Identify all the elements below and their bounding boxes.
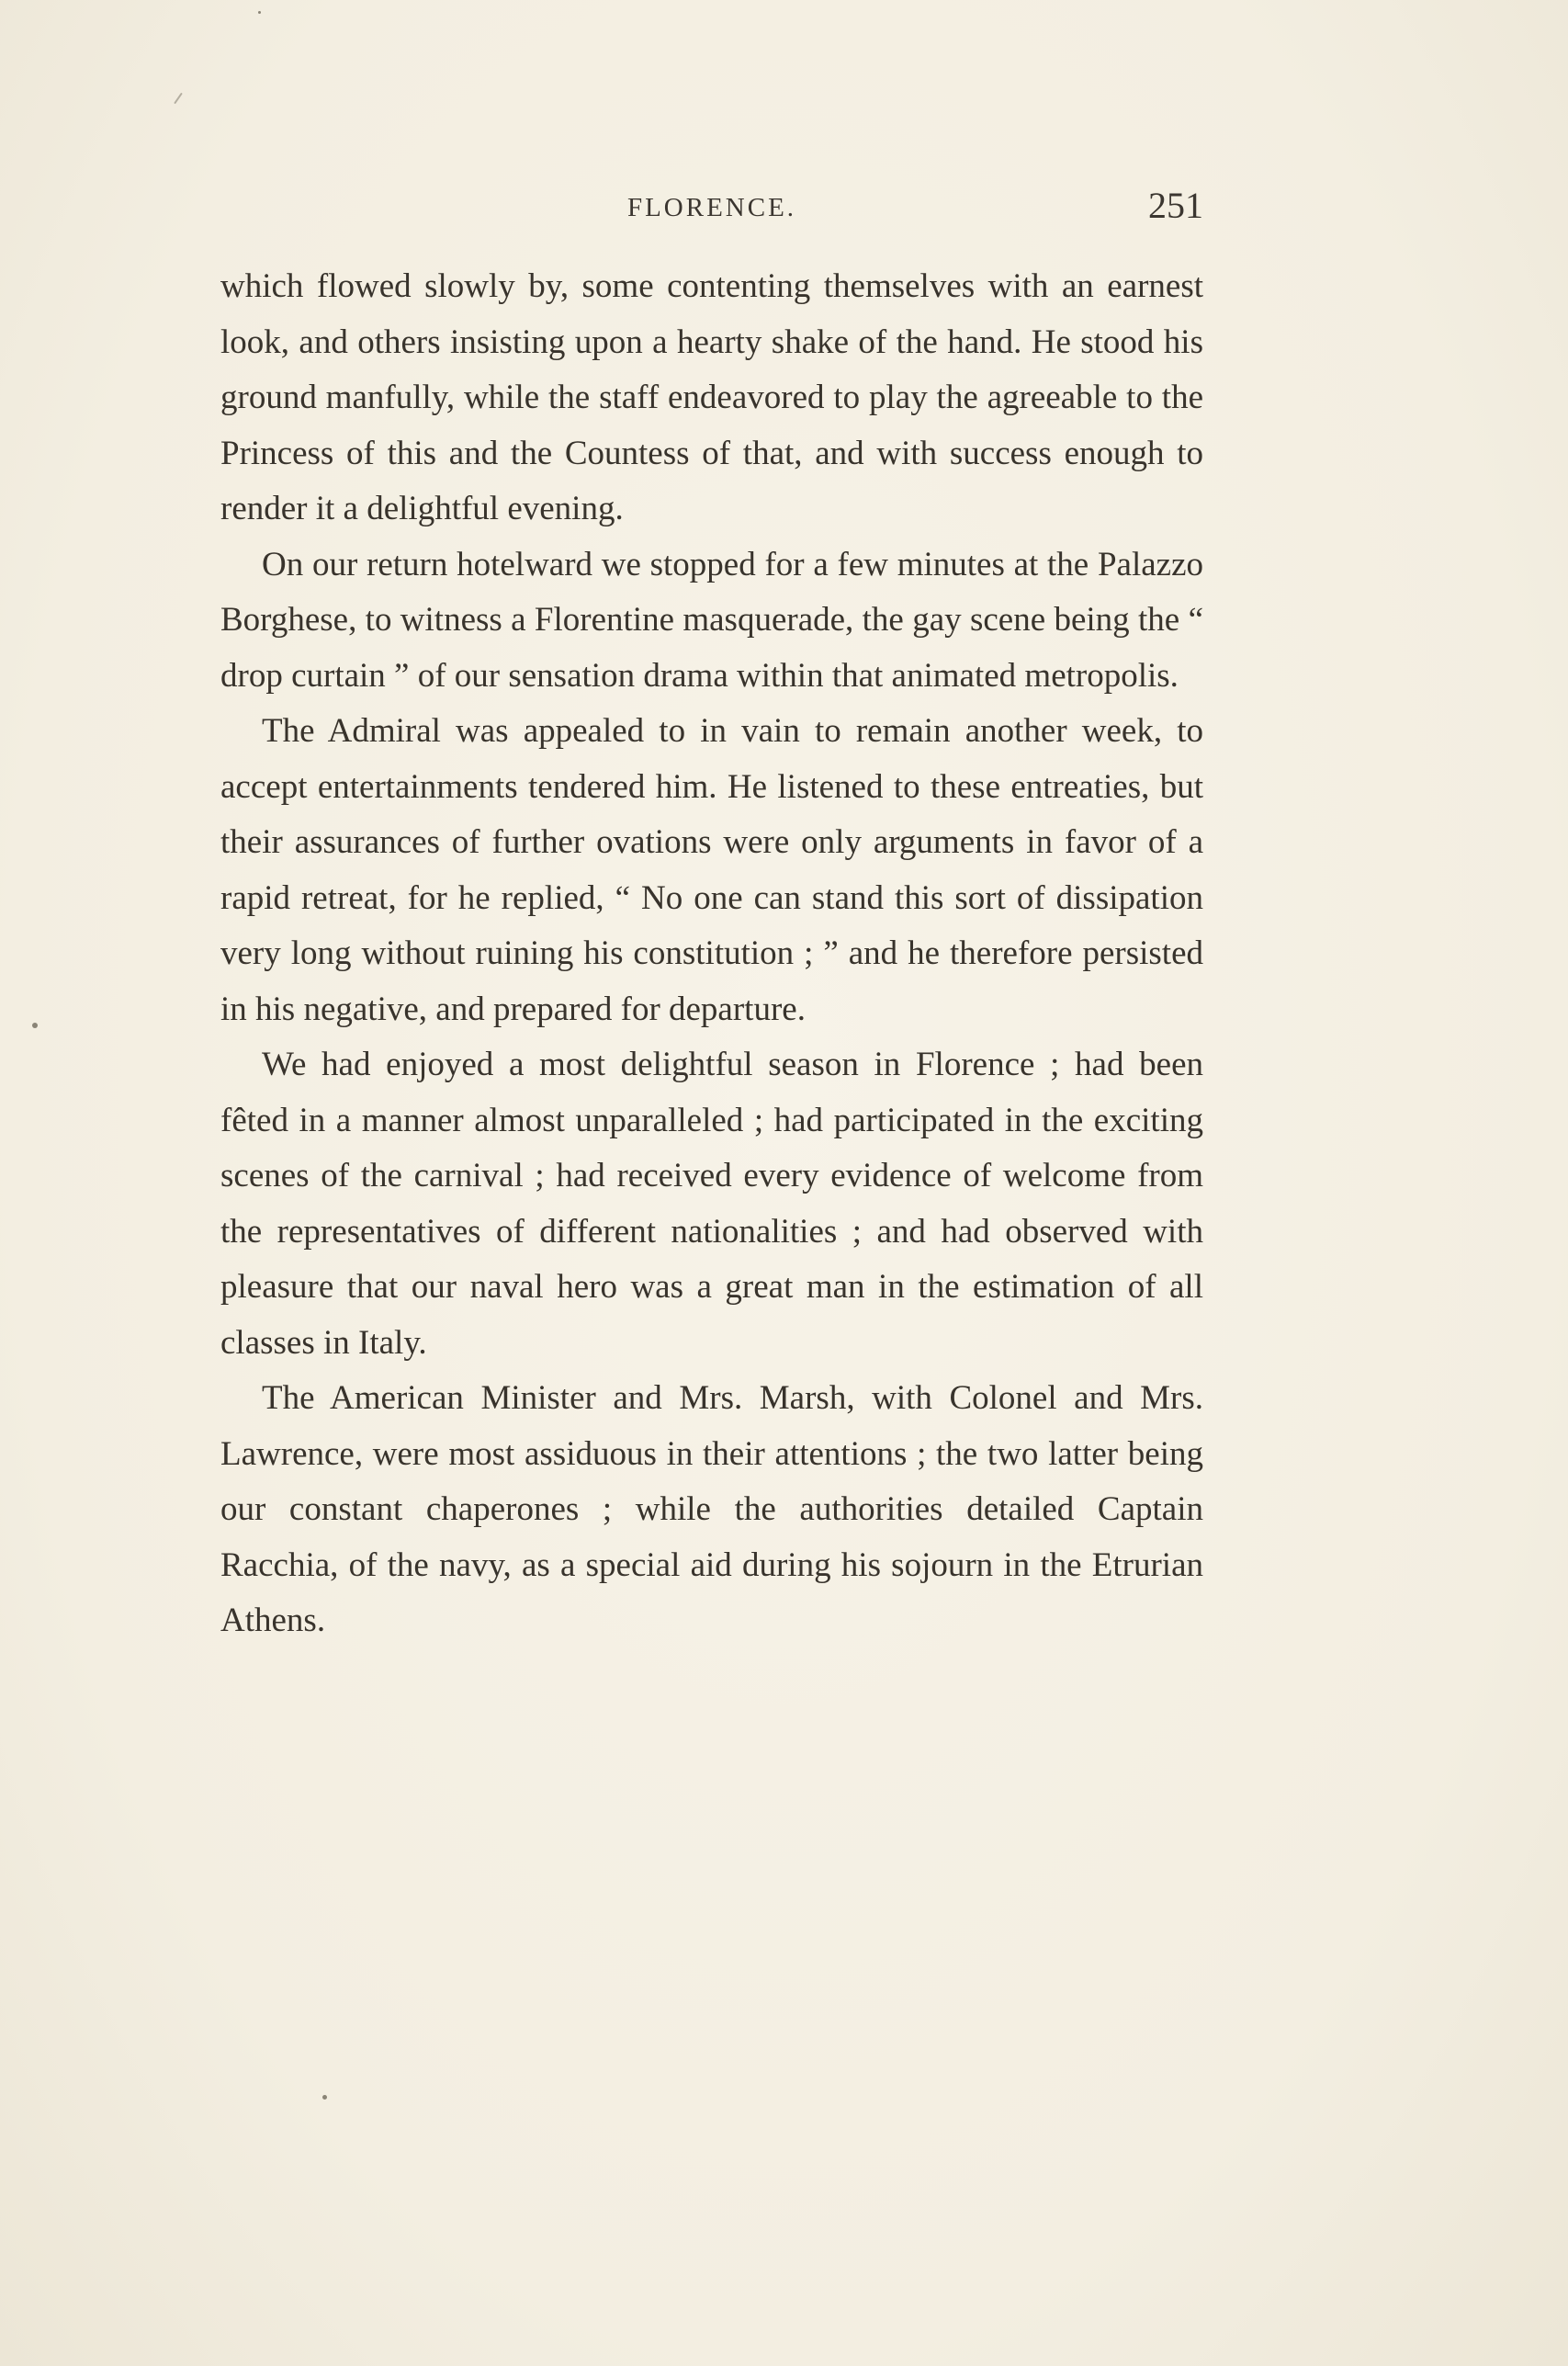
paper-speck [32, 1023, 38, 1028]
body-text [220, 259, 1203, 1649]
page-number: 251 [1148, 185, 1203, 226]
paper-speck [258, 11, 261, 14]
paragraph-3: The Admiral was appealed to in vain to remain another week, to accept entertainments tendered him. He listened to these entreaties, but their assurances of further ovations were only arguments in favor of a rapid retreat, for he replied, “ No one can stand this sort of dissipation very long without ruining his constitution ; ” and he therefore persisted in his negative, and prepared for departure. [220, 712, 1203, 1028]
running-title: FLORENCE. [626, 193, 797, 222]
running-head [220, 184, 1203, 239]
paragraph-1: which flowed slowly by, some contenting themselves with an earnest look, and others insisting upon a hearty shake of the hand. He stood his ground manfully, while the staff endeavored to play the agreeable to the Princess of this and the Countess of that, and with success enough to render it a delightful evening. [220, 267, 1203, 527]
paper-speck [174, 93, 183, 105]
paragraph-5: The American Minister and Mrs. Marsh, with Colonel and Mrs. Lawrence, were most assiduous in their attentions ; the two latter being our constant chaperones ; while the authorities detailed Captain Racchia, of the navy, as a special aid during his sojourn in the Etrurian Athens. [220, 1379, 1203, 1639]
paragraph-4: We had enjoyed a most delightful season in Florence ; had been fêted in a manner almost unparalleled ; had participated in the exciting scenes of the carnival ; had received every evidence of welcome from the representatives of different nationalities ; and had observed with pleasure that our naval hero was a great man in the estimation of all classes in Italy. [220, 1046, 1203, 1362]
paper-speck [322, 2095, 327, 2100]
paragraph-2: On our return hotelward we stopped for a few minutes at the Palazzo Borghese, to witness a Florentine masquerade, the gay scene being the “ drop curtain ” of our sensation drama within that animated metropolis. [220, 545, 1203, 695]
